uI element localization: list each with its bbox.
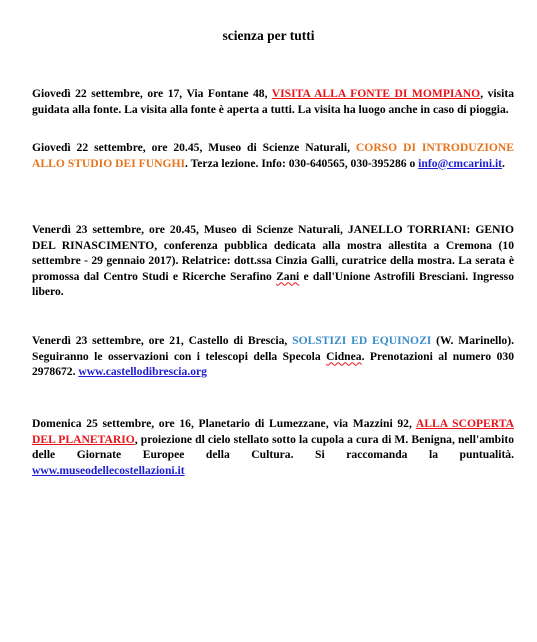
event-highlight: CORSO DI INTRODUZIONE ALLO STUDIO DEI FUNGHI bbox=[32, 141, 514, 170]
event-highlight: SOLSTIZI ED EQUINOZI bbox=[292, 334, 432, 347]
event-description: (W. Marinello). Seguiranno le osservazioni con i telescopi della Specola bbox=[32, 334, 514, 363]
event-highlight: ALLA SCOPERTA DEL PLANETARIO bbox=[32, 417, 514, 446]
event-description: , proiezione dl cielo stellato sotto la cupola a cura di M. Benigna, nell'ambito delle Giornate Europee della Cultura. Si raccomanda la puntualità. bbox=[32, 432, 514, 461]
spellcheck-word: Zani bbox=[276, 269, 300, 283]
email-link[interactable]: info@cmcarini.it bbox=[418, 156, 503, 170]
event-solstizi-equinozi bbox=[32, 333, 514, 380]
event-intro: Venerdì 23 settembre, ore 20.45, Museo di Scienze Naturali, JANELLO TORRIANI: GENIO DEL RINASCIMENTO, conferenza pubblica dedicata alla mostra allestita a Cremona (10 settembre - 29 gennaio 2017). Relatrice: dott.ssa Cinzia Galli, curatrice della mostra. La serata è promossa dal Centro Studi e Ricerche Serafino bbox=[32, 223, 514, 283]
event-end: . bbox=[502, 156, 505, 170]
event-highlight: VISITA ALLA FONTE DI MOMPIANO bbox=[271, 87, 481, 100]
event-intro: Giovedì 22 settembre, ore 20.45, Museo di Scienze Naturali, bbox=[32, 141, 356, 154]
event-intro: Domenica 25 settembre, ore 16, Planetario di Lumezzane, via Mazzini 92, bbox=[32, 417, 416, 430]
event-intro: Giovedì 22 settembre, ore 17, Via Fontane 48, bbox=[32, 87, 272, 100]
event-description: , visita guidata alla fonte. La visita alla fonte è aperta a tutti. La visita ha luogo anche in caso di pioggia. bbox=[32, 87, 515, 116]
event-intro: Venerdì 23 settembre, ore 21, Castello di Brescia, bbox=[32, 334, 293, 347]
event-description: . Terza lezione. Info: 030-640565, 030-395286 o bbox=[185, 156, 419, 170]
website-link[interactable]: www.museodellecostellazioni.it bbox=[32, 463, 185, 477]
event-corso-funghi bbox=[32, 140, 514, 171]
event-planetario bbox=[32, 416, 514, 478]
website-link[interactable]: www.castellodibrescia.org bbox=[78, 365, 207, 378]
event-fonte-mompiano bbox=[32, 86, 514, 117]
event-description: e dall'Unione Astrofili Bresciani. Ingresso libero. bbox=[32, 269, 514, 298]
event-description-cont: . Prenotazioni al numero 030 2978672. bbox=[32, 349, 515, 378]
event-janello-torriani bbox=[32, 222, 514, 300]
spellcheck-word: Cidnea bbox=[326, 349, 362, 363]
page-title: scienza per tutti bbox=[222, 28, 315, 43]
